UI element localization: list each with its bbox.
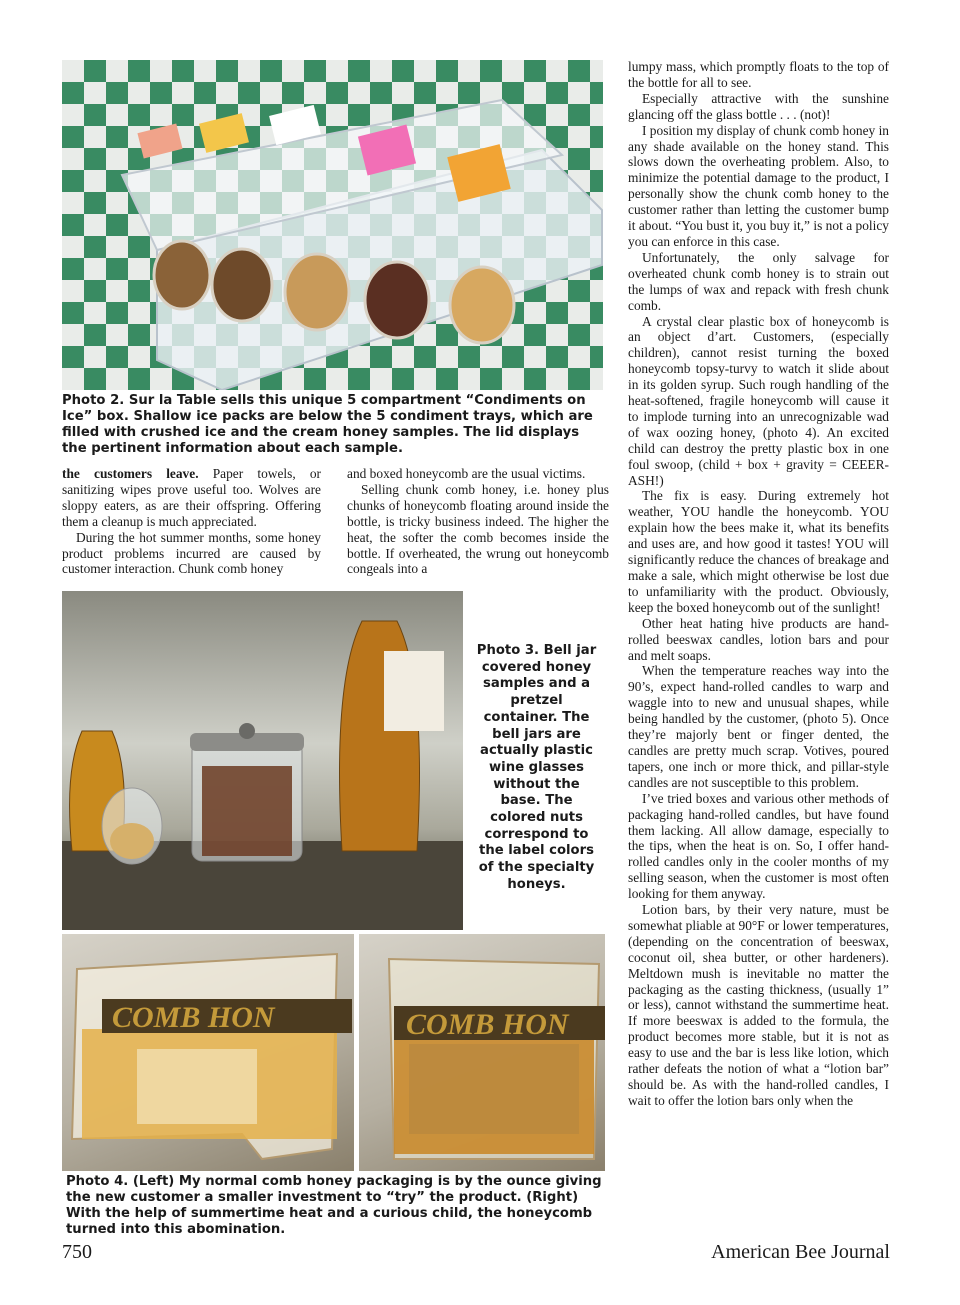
column-3-paragraph-8: When the temperature reaches way into the 90’s, expect hand-rolled candles to warp and waggle into to new and unusual shapes, while being handled by the customer, (photo 5). Once they’re majorly bent or finger dented, the candles are pretty much scrap. Votives, poured tapers, one inch or more thick, and pillar-style candles are not susceptible to this problem. [628, 663, 889, 790]
column-2-paragraph-1: and boxed honeycomb are the usual victims. [347, 466, 586, 481]
column-2-paragraph-2: Selling chunk comb honey, i.e. honey plus chunks of honeycomb floating around inside the bottle, is tricky business indeed. The higher the heat, the softer the comb becomes inside the bottle. If overheated, the wrung out honeycomb congeals into a [347, 481, 609, 577]
column-3-paragraph-2: Especially attractive with the sunshine glancing off the glass bottle . . . (not)! [628, 90, 889, 122]
photo-4-left-comb-honey [62, 934, 354, 1171]
photo-4-caption: Photo 4. (Left) My normal comb honey packaging is by the ounce giving the new customer a smaller investment to “try” the product. (Right) With the help of summertime heat and a curious child, the honeycomb turned into this abomination. [66, 1174, 602, 1237]
column-3-paragraph-6: The fix is easy. During extremely hot weather, YOU handle the honeycomb. YOU explain how the bees make it, what its benefits and uses are, and how good it tastes! YOU will significantly reduce the chances of breakage and make a sale, which might otherwise be lost due to unfamiliarity with the product. Obviously, keep the boxed honeycomb out of the sunlight! [628, 488, 889, 615]
comb-honey-label-left: COMB HON [102, 999, 352, 1033]
column-3-paragraph-5: A crystal clear plastic box of honeycomb is an object d’art. Customers, (especially children), cannot resist turning the boxed honeycomb topsy-turvy to watch it slide about in its golden syrup. Such rough handling of the heat-softened, fragile honeycomb will cause it to implode turning into an unrecognizable wad of wax oozing honey, (photo 4). An excited child can destroy the pretty plastic box in one foul swoop, (child + box + gravity = CEEER-ASH!) [628, 313, 889, 488]
journal-name: American Bee Journal [711, 1241, 890, 1263]
page-number: 750 [62, 1241, 92, 1263]
column-1-paragraph-1: the customers leave. Paper towels, or sanitizing wipes prove useful too. Wolves are sloppy eaters, as are their offspring. Offering them a cleanup is much appreciated. [62, 466, 321, 529]
photo-3-bell-jars [62, 591, 463, 930]
photo-3-caption: Photo 3. Bell jar covered honey samples and a pretzel container. The bell jars are actually plastic wine glasses without the base. The colored nuts correspond to the label colors of the specialty honeys. [476, 643, 597, 892]
comb-honey-label-right: COMB HON [394, 1006, 605, 1040]
column-3-paragraph-10: Lotion bars, by their very nature, must be somewhat pliable at 90°F or lower temperatures, (depending on the concentration of beeswax, coconut oil, shea butter, or other hardeners). Meltdown mush is inevitable no matter the packaging as the casting thickness, (usually 1” or less), cannot withstand the summertime heat. If more beeswax is added to the formula, the product becomes more stable, but it is not as easy to use and the bar is less like lotion, which rather defeats the notion of what a “lotion bar” should be. As with the hand-rolled candles, I wait to offer the lotion bars only when the [628, 902, 889, 1108]
column-1-paragraph-2: During the hot summer months, some honey product problems incurred are caused by customer interaction. Chunk comb honey [62, 529, 321, 577]
column-3-paragraph-3: I position my display of chunk comb honey in any shade available on the honey stand. This slows down the overheating problem. Also, to minimize the potential damage to the product, I personally show the chunk comb honey to the customer rather than letting the customer bump it about. “You bust it, you buy it,” is not a policy you can enforce in this case. [628, 122, 889, 249]
column-3-paragraph-9: I’ve tried boxes and various other methods of packaging hand-rolled candles, but have found them lacking. All allow damage, especially to the tips, when the heat is on. So, I offer hand-rolled candles only in the cooler months of my selling season, when the customer is most often looking for them anyway. [628, 790, 889, 902]
photo-4-right-damaged-comb [359, 934, 605, 1171]
column-2-text [347, 466, 609, 577]
column-1-text [62, 466, 321, 577]
column-3-paragraph-4: Unfortunately, the only salvage for overheated chunk comb honey is to strain out the lumps of wax and repack with fresh chunk comb. [628, 249, 889, 313]
column-3-paragraph-7: Other heat hating hive products are hand-rolled beeswax candles, lotion bars and pour and melt soaps. [628, 615, 889, 663]
lead-in-text: the customers leave. [62, 466, 199, 481]
column-3-paragraph-1: lumpy mass, which promptly floats to the top of the bottle for all to see. [628, 59, 889, 90]
column-3-text [628, 59, 889, 1109]
photo-2-condiments-box [62, 60, 603, 390]
photo-2-caption: Photo 2. Sur la Table sells this unique 5 compartment “Condiments on Ice” box. Shallow ice packs are below the 5 condiment trays, which are filled with crushed ice and the cream honey samples. The lid displays the pertinent information about each sample. [62, 393, 593, 456]
